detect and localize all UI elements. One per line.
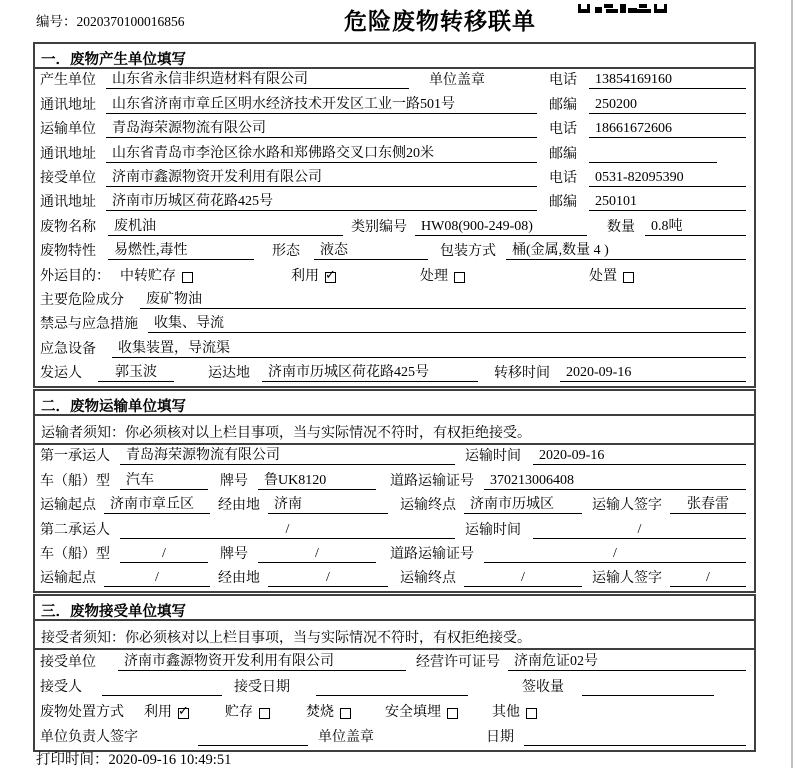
- section2-header: 二．废物运输单位填写: [35, 391, 754, 416]
- checkbox-utilize: [325, 267, 336, 283]
- phone-label: 电话: [549, 170, 577, 186]
- address-label: 通讯地址: [40, 97, 96, 113]
- zip-label: 邮编: [549, 146, 577, 162]
- row-route1: [35, 494, 754, 518]
- checkbox-other: [526, 708, 537, 719]
- checkbox-mark: ✓: [178, 704, 189, 720]
- option-label: 焚烧: [306, 705, 334, 721]
- transporter-label: 运输单位: [40, 122, 96, 138]
- transporter-address-value: 山东省青岛市李沧区徐水路和郑佛路交叉口东侧20米: [106, 145, 537, 163]
- option-label: 处置: [589, 268, 617, 284]
- row-acceptor: [35, 675, 754, 700]
- section3-header: 三．废物接受单位填写: [35, 596, 754, 621]
- transfer-time-value: 2020-09-16: [560, 364, 746, 382]
- print-time: [36, 748, 231, 768]
- shipper-value: 郭玉波: [98, 364, 174, 382]
- acceptor-value: [102, 679, 222, 696]
- character-label: 废物特性: [40, 244, 96, 260]
- row-equipment: [35, 337, 754, 361]
- row-producer-address: [35, 93, 754, 117]
- manager-sign-value: [198, 729, 308, 746]
- serial-label: 编号：: [36, 14, 77, 29]
- receiver-phone-value: 0531-82095390: [589, 169, 746, 187]
- checkbox-landfill: [447, 708, 458, 719]
- sign-label: 运输人签字: [592, 571, 662, 587]
- via2-value: /: [268, 569, 388, 587]
- via1-value: 济南: [268, 496, 388, 514]
- row-receiver-address: [35, 191, 754, 215]
- seal-label: 单位盖章: [318, 730, 374, 746]
- row-waste-name: [35, 215, 754, 239]
- sign-label: 运输人签字: [592, 498, 662, 514]
- packing-value: 桶(金属,数量 4 ): [506, 242, 746, 260]
- row-waste-character: [35, 240, 754, 264]
- row-transporter-address: [35, 142, 754, 166]
- waste-name-label: 废物名称: [40, 219, 96, 235]
- transporter-value: 青岛海荣源物流有限公司: [106, 120, 537, 138]
- transport-time-label: 运输时间: [465, 449, 521, 465]
- terminal-label: 运输终点: [400, 498, 456, 514]
- waste-name-value: 废机油: [108, 218, 343, 236]
- accept-date-value: [316, 679, 468, 696]
- option-label: 贮存: [225, 705, 253, 721]
- accept-unit-value: 济南市鑫源物资开发利用有限公司: [118, 653, 406, 671]
- transporter-zip-value: [589, 146, 717, 163]
- page-title: 危险废物转移联单: [344, 8, 536, 34]
- carrier1-value: 青岛海荣源物流有限公司: [120, 447, 455, 465]
- row-carrier1: [35, 445, 754, 469]
- qty-label: 数量: [607, 219, 635, 235]
- terminal1-value: 济南市历城区: [464, 496, 582, 514]
- print-time-label: 打印时间：: [36, 752, 109, 768]
- row-hazard: [35, 289, 754, 313]
- seal-label: 单位盖章: [429, 73, 485, 89]
- option-utilize: [144, 704, 189, 721]
- hazard-label: 主要危险成分: [40, 292, 124, 308]
- option-label: 其他: [492, 705, 520, 721]
- section-transport: [33, 389, 756, 593]
- road-permit2-value: /: [484, 545, 746, 563]
- row-shipper: [35, 362, 754, 386]
- checkbox-transfer-storage: [182, 272, 193, 283]
- purpose-label: 外运目的：: [40, 268, 110, 284]
- receiver-label: 接受单位: [40, 170, 96, 186]
- option-utilize: [291, 268, 336, 285]
- serial-value: 2020370100016856: [76, 14, 185, 29]
- row-producer: [35, 69, 754, 93]
- phone-label: 电话: [549, 73, 577, 89]
- road-permit-label: 道路运输证号: [390, 547, 474, 563]
- producer-zip-value: 250200: [589, 96, 746, 114]
- equipment-label: 应急设备: [40, 341, 96, 357]
- plate-label: 牌号: [220, 473, 248, 489]
- option-dispose: [589, 268, 634, 285]
- receiver-address-value: 济南市历城区荷花路425号: [106, 193, 537, 211]
- taboo-value: 收集、导流: [148, 315, 746, 333]
- transport-time2-value: /: [533, 521, 746, 539]
- row-route2: [35, 567, 754, 591]
- carrier1-label: 第一承运人: [40, 449, 110, 465]
- license-label: 经营许可证号: [416, 655, 500, 671]
- phone-label: 电话: [549, 122, 577, 138]
- vehicle-label: 车（船）型: [40, 473, 110, 489]
- option-label: 中转贮存: [120, 268, 176, 284]
- vehicle2-value: /: [120, 545, 208, 563]
- dest-label: 运达地: [208, 366, 250, 382]
- form-label: 形态: [272, 244, 300, 260]
- hazard-value: 废矿物油: [140, 291, 746, 309]
- checkbox-incinerate: [340, 708, 351, 719]
- producer-value: 山东省永信非织造材料有限公司: [106, 71, 409, 89]
- equipment-value: 收集装置，导流渠: [112, 340, 746, 358]
- option-treat: [420, 268, 465, 285]
- plate-label: 牌号: [220, 547, 248, 563]
- form-value: 液态: [314, 242, 428, 260]
- origin2-value: /: [104, 569, 210, 587]
- manager-sign-label: 单位负责人签字: [40, 730, 138, 746]
- producer-address-value: 山东省济南市章丘区明水经济技术开发区工业一路501号: [106, 96, 537, 114]
- date-label: 日期: [486, 730, 514, 746]
- terminal-label: 运输终点: [400, 571, 456, 587]
- row-manager-sign: [35, 725, 754, 750]
- origin1-value: 济南市章丘区: [104, 496, 210, 514]
- row-receiver: [35, 167, 754, 191]
- checkbox-mark: ✓: [325, 267, 336, 283]
- category-label: 类别编号: [351, 219, 407, 235]
- transporter-notice: 运输者须知：你必须核对以上栏目事项，当与实际情况不符时，有权拒绝接受。: [35, 416, 754, 445]
- section1-header: 一．废物产生单位填写: [35, 44, 754, 69]
- via-label: 经由地: [218, 498, 260, 514]
- checkbox-treat: [454, 272, 465, 283]
- row-disposal: [35, 700, 754, 725]
- row-accept-unit: [35, 650, 754, 675]
- accept-date-label: 接受日期: [234, 680, 290, 696]
- road-permit-label: 道路运输证号: [390, 473, 474, 489]
- transport-time1-value: 2020-09-16: [533, 447, 746, 465]
- receiver-notice: 接受者须知：你必须核对以上栏目事项，当与实际情况不符时，有权拒绝接受。: [35, 621, 754, 650]
- transport-time-label: 运输时间: [465, 522, 521, 538]
- option-label: 处理: [420, 268, 448, 284]
- option-transfer-storage: [120, 268, 193, 285]
- accept-unit-label: 接受单位: [40, 655, 96, 671]
- carrier2-label: 第二承运人: [40, 522, 110, 538]
- option-label: 利用: [144, 705, 172, 721]
- section-receiver: [33, 594, 756, 752]
- receiver-zip-value: 250101: [589, 193, 746, 211]
- option-other: [492, 704, 537, 721]
- packing-label: 包装方式: [440, 244, 496, 260]
- vehicle-label: 车（船）型: [40, 547, 110, 563]
- sign2-value: /: [670, 569, 746, 587]
- dest-value: 济南市历城区荷花路425号: [262, 364, 478, 382]
- section-producer: [33, 42, 756, 388]
- sign1-value: 张春雷: [670, 496, 746, 514]
- receiver-value: 济南市鑫源物资开发利用有限公司: [106, 169, 537, 187]
- character-value: 易燃性,毒性: [108, 242, 254, 260]
- zip-label: 邮编: [549, 195, 577, 211]
- row-taboo: [35, 313, 754, 337]
- address-label: 通讯地址: [40, 146, 96, 162]
- page-edge-line: [791, 0, 793, 768]
- vehicle1-value: 汽车: [120, 472, 208, 490]
- plate1-value: 鲁UK8120: [258, 472, 376, 490]
- category-value: HW08(900-249-08): [415, 218, 587, 236]
- address-label: 通讯地址: [40, 195, 96, 211]
- qty-value: 0.8吨: [645, 218, 746, 236]
- row-vehicle2: [35, 543, 754, 567]
- option-label: 利用: [291, 268, 319, 284]
- road-permit1-value: 370213006408: [484, 472, 746, 490]
- option-landfill: [385, 704, 458, 721]
- receipt-qty-value: [582, 679, 714, 696]
- origin-label: 运输起点: [40, 571, 96, 587]
- shipper-label: 发运人: [40, 366, 82, 382]
- row-purpose: [35, 264, 754, 288]
- transfer-time-label: 转移时间: [494, 366, 550, 382]
- origin-label: 运输起点: [40, 498, 96, 514]
- acceptor-label: 接受人: [40, 680, 82, 696]
- carrier2-value: /: [120, 521, 455, 539]
- checkbox-storage: [259, 708, 270, 719]
- receipt-qty-label: 签收量: [522, 680, 564, 696]
- license-value: 济南危证02号: [508, 653, 746, 671]
- via-label: 经由地: [218, 571, 260, 587]
- checkbox-dispose: [623, 272, 634, 283]
- terminal2-value: /: [464, 569, 582, 587]
- zip-label: 邮编: [549, 97, 577, 113]
- date-value: [524, 729, 746, 746]
- row-transporter: [35, 118, 754, 142]
- transporter-phone-value: 18661672606: [589, 120, 746, 138]
- producer-label: 产生单位: [40, 73, 96, 89]
- row-vehicle1: [35, 469, 754, 493]
- manifest-form: [33, 42, 756, 753]
- producer-phone-value: 13854169160: [589, 71, 746, 89]
- checkbox-utilize: [178, 704, 189, 720]
- option-incinerate: [306, 704, 351, 721]
- option-label: 安全填埋: [385, 705, 441, 721]
- disposal-label: 废物处置方式: [40, 705, 124, 721]
- print-time-value: 2020-09-16 10:49:51: [108, 752, 232, 768]
- row-carrier2: [35, 518, 754, 542]
- plate2-value: /: [258, 545, 376, 563]
- option-storage: [225, 704, 270, 721]
- taboo-label: 禁忌与应急措施: [40, 317, 138, 333]
